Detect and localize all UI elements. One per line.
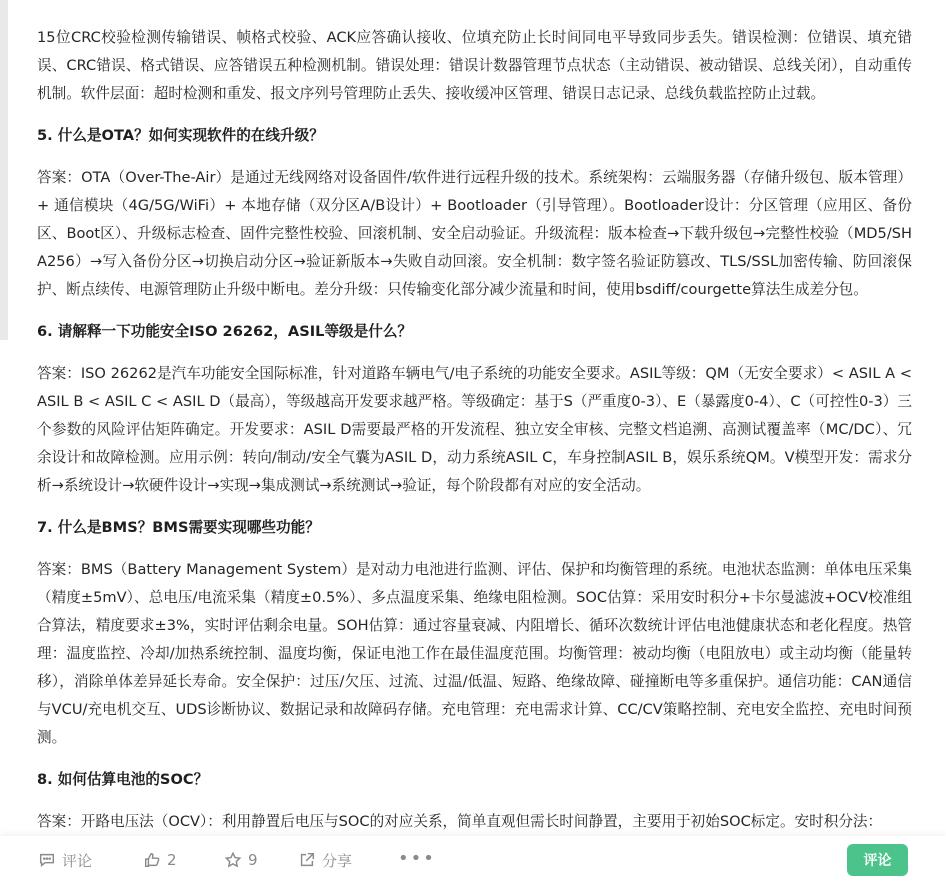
star-count: 9 [248,851,258,869]
heading-q5: 5. 什么是OTA？如何实现软件的在线升级？ [37,127,324,144]
action-bar [0,836,946,884]
thumbs-up-icon [143,851,161,869]
comment-action[interactable] [38,848,92,872]
share-label: 分享 [322,851,353,870]
star-icon [224,851,242,869]
paragraph-answer-q5: 答案：OTA（Over-The-Air）是通过无线网络对设备固件/软件进行远程升级的技术。系统架构：云端服务器（存储升级包、版本管理）+ 通信模块（4G/5G/WiFi）+ 本地存储（双分区A/B设计）+ Bootloader（引导管理）。Bootloader设计：分区管理（应用区、备份区、Boot区）、升级标志检查、固件完整性校验、回滚机制、安全启动验证。升级流程：版本检查→下载升级包→完整性校验（MD5/SHA256）→写入备份分区→切换启动分区→验证新版本→失败自动回滚。安全机制：数字签名验证防篡改、TLS/SSL加密传输、防回滚保护、断点续传、电源管理防止升级中断电。差分升级：只传输变化部分减少流量和时间，使用bsdiff/courgette算法生成差分包。 [37,169,912,298]
share-action[interactable] [298,848,352,872]
paragraph-answer-q8: 答案：开路电压法（OCV）：利用静置后电压与SOC的对应关系，简单直观但需长时间静置，主要用于初始SOC标定。安时积分法： [37,813,883,830]
left-panel-edge [0,0,8,340]
like-count: 2 [167,851,177,869]
paragraph-can-intro: 15位CRC校验检测传输错误、帧格式校验、ACK应答确认接收、位填充防止长时间同电平导致同步丢失。错误检测：位错误、填充错误、CRC错误、格式错误、应答错误五种检测机制。错误处理：错误计数器管理节点状态（主动错误、被动错误、总线关闭），自动重传机制。软件层面：超时检测和重发、报文序列号管理防止丢失、接收缓冲区管理、错误日志记录、总线负载监控防止过载。 [37,29,912,102]
comment-button[interactable]: 评论 [847,844,908,876]
article-body [37,24,912,844]
favorite-action[interactable] [224,848,258,872]
heading-q8: 8. 如何估算电池的SOC？ [37,771,209,788]
like-action[interactable] [143,848,177,872]
comment-label: 评论 [62,851,93,870]
paragraph-answer-q7: 答案：BMS（Battery Management System）是对动力电池进行监测、评估、保护和均衡管理的系统。电池状态监测：单体电压采集（精度±5mV）、总电压/电流采集（精度±0.5%）、多点温度采集、绝缘电阻检测。SOC估算：采用安时积分+卡尔曼滤波+OCV校准组合算法，精度要求±3%，实时评估剩余电量。SOH估算：通过容量衰减、内阻增长、循环次数统计评估电池健康状态和老化程度。热管理：温度监控、冷却/加热系统控制、温度均衡，保证电池工作在最佳温度范围。均衡管理：被动均衡（电阻放电）或主动均衡（能量转移），消除单体差异延长寿命。安全保护：过压/欠压、过流、过温/低温、短路、绝缘故障、碰撞断电等多重保护。通信功能：CAN通信与VCU/充电机交互、UDS诊断协议、数据记录和故障码存储。充电管理：充电需求计算、CC/CV策略控制、充电安全监控、充电时间预测。 [37,561,912,746]
more-options-icon[interactable]: ••• [398,848,436,869]
share-icon [298,851,316,869]
heading-q7: 7. 什么是BMS？BMS需要实现哪些功能？ [37,519,320,536]
comment-icon [38,851,56,869]
heading-q6: 6. 请解释一下功能安全ISO 26262，ASIL等级是什么？ [37,323,413,340]
paragraph-answer-q6: 答案：ISO 26262是汽车功能安全国际标准，针对道路车辆电气/电子系统的功能安全要求。ASIL等级：QM（无安全要求）< ASIL A < ASIL B < ASIL C < ASIL D（最高），等级越高开发要求越严格。等级确定：基于S（严重度0-3）、E（暴露度0-4）、C（可控性0-3）三个参数的风险评估矩阵确定。开发要求：ASIL D需要最严格的开发流程、独立安全审核、完整文档追溯、高测试覆盖率（MC/DC）、冗余设计和故障检测。应用示例：转向/制动/安全气囊为ASIL D，动力系统ASIL C，车身控制ASIL B，娱乐系统QM。V模型开发：需求分析→系统设计→软硬件设计→实现→集成测试→系统测试→验证，每个阶段都有对应的安全活动。 [37,365,912,494]
